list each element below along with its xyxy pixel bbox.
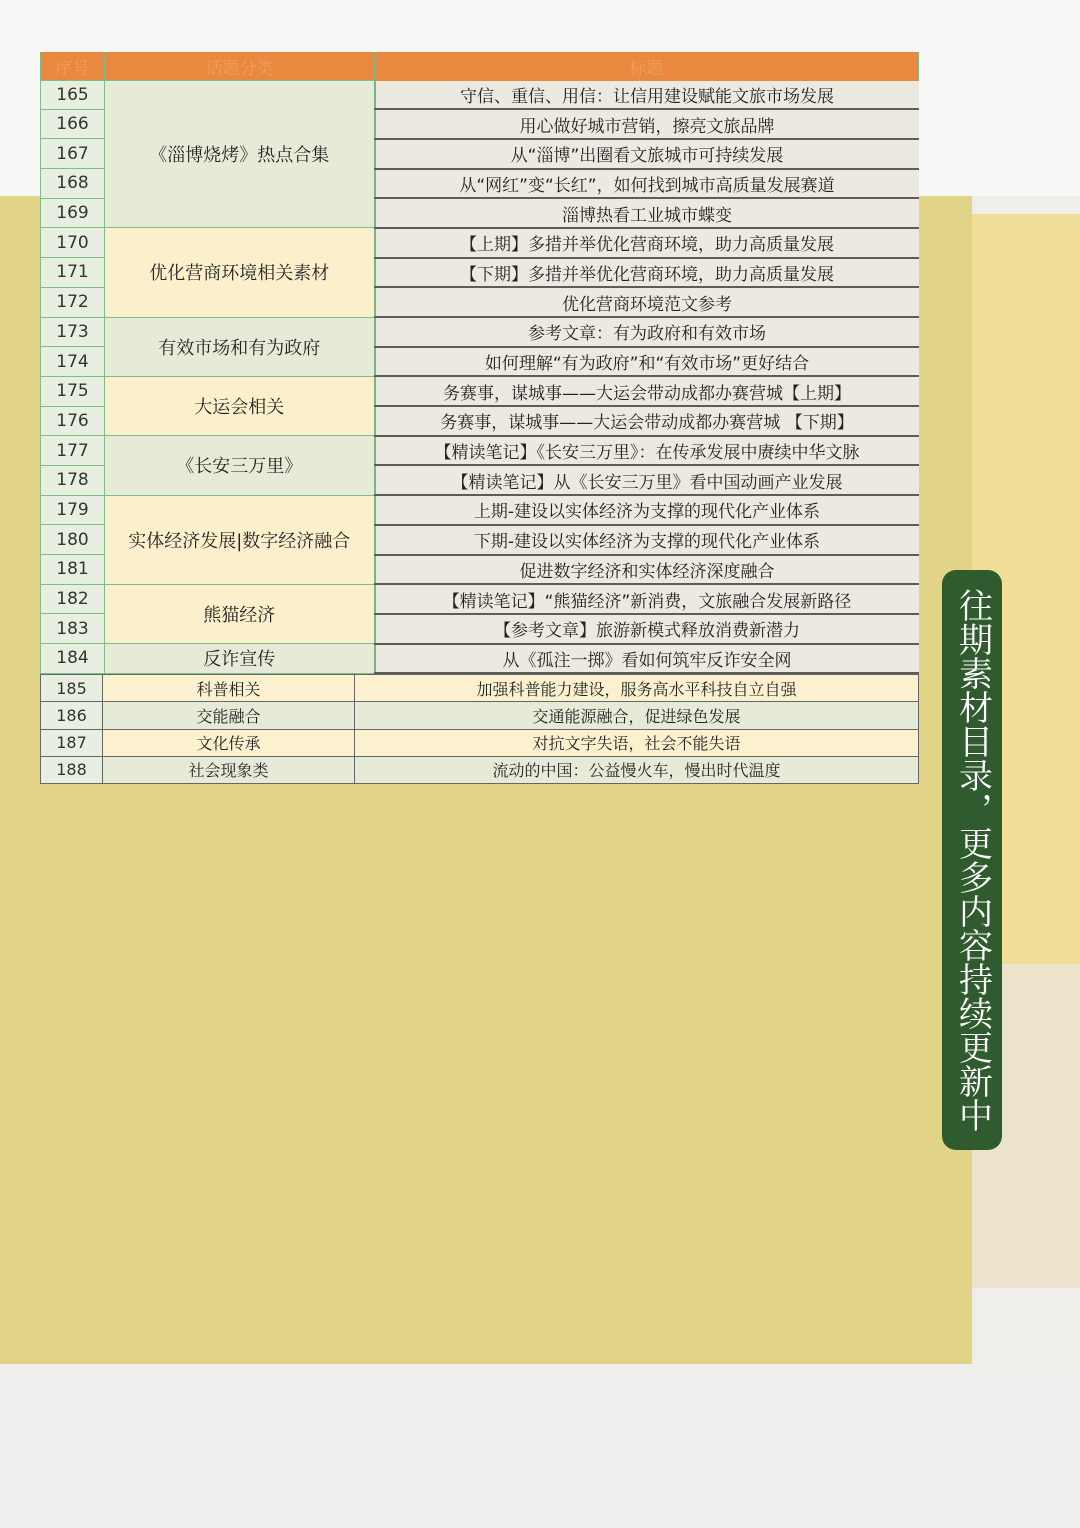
row-title-link[interactable]: 交通能源融合，促进绿色发展 [355, 702, 919, 729]
category-cell: 大运会相关 [105, 376, 375, 435]
row-num: 176 [41, 406, 105, 436]
row-title-link[interactable]: 【精读笔记】《长安三万里》：在传承发展中赓续中华文脉 [375, 436, 919, 466]
table-row [41, 584, 919, 614]
row-num: 172 [41, 287, 105, 317]
row-title-link[interactable]: 【精读笔记】“熊猫经济”新消费，文旅融合发展新路径 [375, 584, 919, 614]
side-banner: 往期素材目录，更多内容持续更新中 [942, 570, 1002, 1150]
row-title-link[interactable]: 优化营商环境范文参考 [375, 287, 919, 317]
row-num: 185 [41, 675, 103, 702]
table-row [41, 436, 919, 466]
table-row [41, 756, 919, 783]
category-cell: 优化营商环境相关素材 [105, 228, 375, 317]
catalog-table-extra [40, 674, 919, 784]
material-catalog-table [40, 52, 918, 784]
row-title-link[interactable]: 【下期】多措并举优化营商环境，助力高质量发展 [375, 258, 919, 288]
row-num: 174 [41, 347, 105, 377]
row-title-link[interactable]: 从《孤注一掷》看如何筑牢反诈安全网 [375, 644, 919, 674]
table-row [41, 228, 919, 258]
row-num: 167 [41, 139, 105, 169]
category-cell: 社会现象类 [103, 756, 355, 783]
header-category: 话题分类 [105, 52, 375, 81]
row-title-link[interactable]: 从“网红”变“长红”，如何找到城市高质量发展赛道 [375, 169, 919, 199]
row-num: 175 [41, 376, 105, 406]
row-title-link[interactable]: 如何理解“有为政府”和“有效市场”更好结合 [375, 347, 919, 377]
row-title-link[interactable]: 【精读笔记】从《长安三万里》看中国动画产业发展 [375, 465, 919, 495]
category-cell: 有效市场和有为政府 [105, 317, 375, 376]
table-row [41, 702, 919, 729]
table-header-row [41, 52, 919, 81]
row-title-link[interactable]: 上期-建设以实体经济为支撑的现代化产业体系 [375, 495, 919, 525]
row-title-link[interactable]: 淄博热看工业城市蝶变 [375, 198, 919, 228]
table-row [41, 729, 919, 756]
table-row [41, 644, 919, 674]
row-num: 179 [41, 495, 105, 525]
row-title-link[interactable]: 参考文章：有为政府和有效市场 [375, 317, 919, 347]
row-title-link[interactable]: 从“淄博”出圈看文旅城市可持续发展 [375, 139, 919, 169]
row-num: 186 [41, 702, 103, 729]
table-row [41, 81, 919, 110]
row-num: 184 [41, 644, 105, 674]
row-num: 187 [41, 729, 103, 756]
category-cell: 《长安三万里》 [105, 436, 375, 495]
category-cell: 科普相关 [103, 675, 355, 702]
category-cell: 《淄博烧烤》热点合集 [105, 81, 375, 228]
row-num: 183 [41, 614, 105, 644]
row-num: 177 [41, 436, 105, 466]
table-row [41, 495, 919, 525]
row-title-link[interactable]: 加强科普能力建设，服务高水平科技自立自强 [355, 675, 919, 702]
category-cell: 反诈宣传 [105, 644, 375, 674]
row-title-link[interactable]: 守信、重信、用信：让信用建设赋能文旅市场发展 [375, 81, 919, 110]
row-title-link[interactable]: 务赛事，谋城事——大运会带动成都办赛营城 【下期】 [375, 406, 919, 436]
row-title-link[interactable]: 【参考文章】旅游新模式释放消费新潜力 [375, 614, 919, 644]
row-title-link[interactable]: 流动的中国：公益慢火车，慢出时代温度 [355, 756, 919, 783]
row-num: 182 [41, 584, 105, 614]
category-cell: 熊猫经济 [105, 584, 375, 643]
row-num: 171 [41, 258, 105, 288]
row-num: 173 [41, 317, 105, 347]
table-row [41, 317, 919, 347]
background-bottom [0, 1364, 1080, 1528]
table-row [41, 376, 919, 406]
row-num: 181 [41, 555, 105, 585]
header-title: 标题 [375, 52, 919, 81]
row-title-link[interactable]: 下期-建设以实体经济为支撑的现代化产业体系 [375, 525, 919, 555]
row-title-link[interactable]: 务赛事，谋城事——大运会带动成都办赛营城【上期】 [375, 376, 919, 406]
row-title-link[interactable]: 对抗文字失语，社会不能失语 [355, 729, 919, 756]
category-cell: 文化传承 [103, 729, 355, 756]
catalog-table-main [40, 52, 919, 674]
table-row [41, 675, 919, 702]
row-num: 169 [41, 198, 105, 228]
row-num: 180 [41, 525, 105, 555]
row-num: 168 [41, 169, 105, 199]
header-num: 序号 [41, 52, 105, 81]
row-title-link[interactable]: 促进数字经济和实体经济深度融合 [375, 555, 919, 585]
row-num: 165 [41, 81, 105, 110]
row-num: 188 [41, 756, 103, 783]
row-num: 166 [41, 109, 105, 139]
row-title-link[interactable]: 用心做好城市营销，擦亮文旅品牌 [375, 109, 919, 139]
category-cell: 交能融合 [103, 702, 355, 729]
row-num: 178 [41, 465, 105, 495]
row-num: 170 [41, 228, 105, 258]
row-title-link[interactable]: 【上期】多措并举优化营商环境，助力高质量发展 [375, 228, 919, 258]
category-cell: 实体经济发展|数字经济融合 [105, 495, 375, 584]
